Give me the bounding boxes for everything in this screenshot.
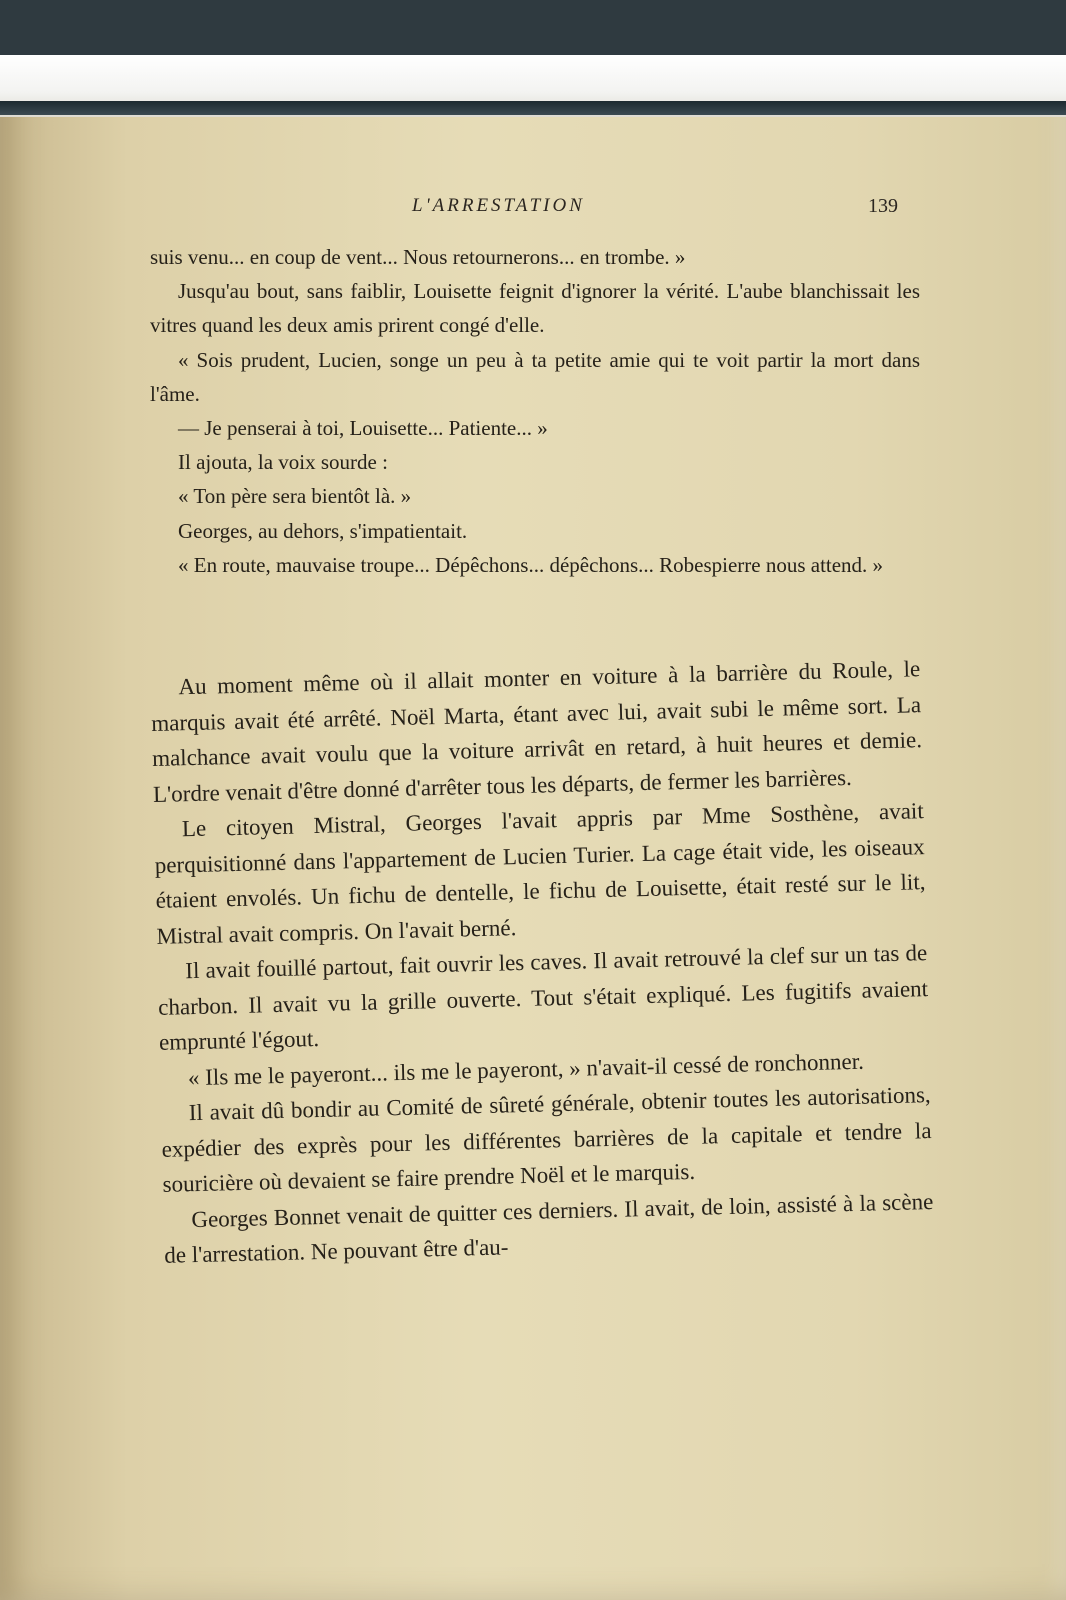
book-board [0, 101, 1066, 115]
text-section-1 [150, 240, 920, 582]
page-number: 139 [868, 195, 898, 217]
page-header [150, 195, 910, 225]
paragraph: « En route, mauvaise troupe... Dépêchons... dépêchons... Robespierre nous attend. » [178, 552, 884, 577]
paragraph: Georges, au dehors, s'impatientait. [178, 518, 468, 543]
paragraph: suis venu... en coup de vent... Nous retournerons... en trombe. » [150, 245, 686, 269]
text-section-2 [150, 651, 935, 1273]
paragraph: Il avait fouillé partout, fait ouvrir les caves. Il avait retrouvé la clef sur un tas de charbon. Il avait vu la grille ouverte. Tout s'était expliqué. Les fugitifs avaient emprunté l'égout. [157, 940, 929, 1055]
paragraph: — Je penserai à toi, Louisette... Patiente... » [178, 416, 548, 441]
paragraph: « Ton père sera bientôt là. » [178, 484, 412, 509]
paragraph: Au moment même où il allait monter en voiture à la barrière du Roule, le marquis avait été arrêté. Noël Marta, étant avec lui, avait subi le même sort. La malchance avait voulu que la voiture arrivât en retard, à huit heures et demie. L'ordre venait d'être donné d'arrêter tous les départs, de fermer les barrières. [150, 656, 923, 807]
book-page [0, 55, 1066, 1600]
paragraph: Le citoyen Mistral, Georges l'avait appris par Mme Sosthène, avait perquisitionné dans l'appartement de Lucien Turier. La cage était vide, les oiseaux étaient envolés. Un fichu de dentelle, le fichu de Louisette, était resté sur le lit, Mistral avait compris. On l'avait berné. [154, 798, 926, 949]
paragraph: « Sois prudent, Lucien, songe un peu à ta petite amie qui te voit partir la mort dans l'âme. [150, 347, 920, 406]
running-title: L'ARRESTATION [412, 195, 585, 216]
page-text [150, 240, 934, 1274]
paragraph: Georges Bonnet venait de quitter ces derniers. Il avait, de loin, assisté à la scène de l'arrestation. Ne pouvant être d'au- [163, 1188, 934, 1268]
paragraph: « Ils me le payeront... ils me le payeront, » n'avait-il cessé de ronchonner. [187, 1048, 865, 1090]
paragraph: Il ajouta, la voix sourde : [178, 450, 388, 475]
paragraph: Il avait dû bondir au Comité de sûreté générale, obtenir toutes les autorisations, expédier des exprès pour les différentes barrières de la capitale et tendre la souricière où devaient se faire prendre Noël et le marquis. [161, 1082, 932, 1197]
paragraph: Jusqu'au bout, sans faiblir, Louisette feignit d'ignorer la vérité. L'aube blanchissait les vitres quand les deux amis prirent congé d'elle. [150, 279, 920, 338]
